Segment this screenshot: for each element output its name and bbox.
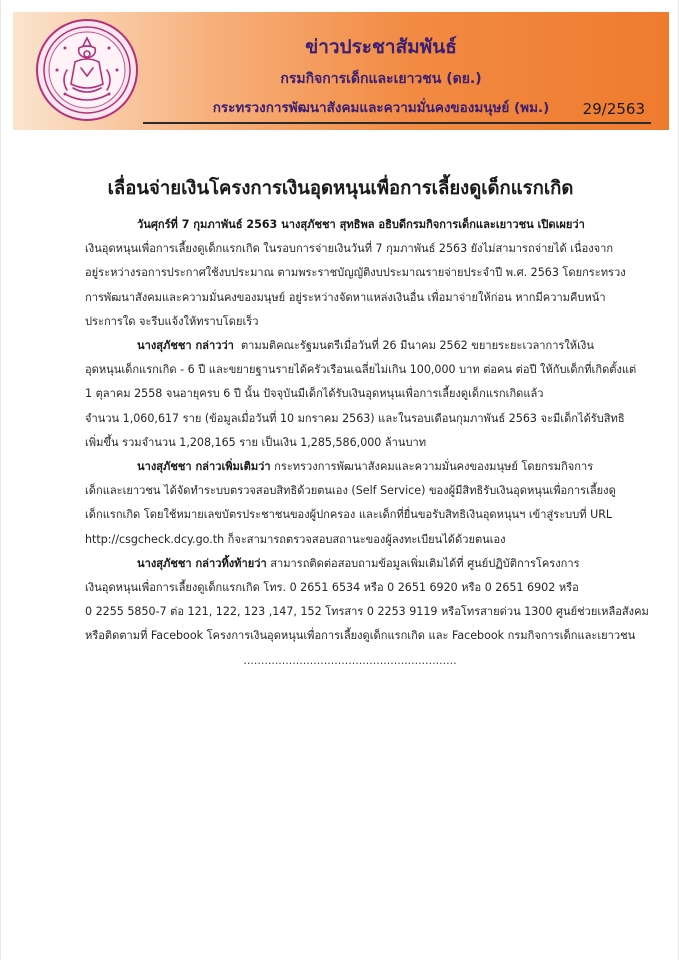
paragraph-line: เพิ่มขึ้น รวมจำนวน 1,208,165 ราย เป็นเงิน 1,285,586,000 ล้านบาท [85,435,427,449]
end-mark: ............................................................. [243,653,457,667]
headline: เลื่อนจ่ายเงินโครงการเงินอุดหนุนเพื่อการเลี้ยงดูเด็กแรกเกิด [107,178,574,199]
paragraph-4 [85,552,649,649]
paragraph-line: จำนวน 1,060,617 ราย (ข้อมูลเมื่อวันที่ 10 มกราคม 2563) และในรอบเดือนกุมภาพันธ์ 2563 จะมีเด็กได้รับสิทธิ [85,411,625,425]
header-banner [13,12,669,130]
paragraph-line: สามารถติดต่อสอบถามข้อมูลเพิ่มเติมได้ที่ ศูนย์ปฏิบัติการโครงการ [270,556,580,570]
paragraph-line: เงินอุดหนุนเพื่อการเลี้ยงดูเด็กแรกเกิด โทร. 0 2651 6534 หรือ 0 2651 6920 หรือ 0 2651 6902 หรือ [85,581,579,595]
article-body [85,213,649,673]
paragraph-line: เด็กและเยาวชน ได้จัดทำระบบตรวจสอบสิทธิด้วยตนเอง (Self Service) ของผู้มีสิทธิรับเงินอุดหนุนเพื่อการเลี้ยงดู [85,484,616,498]
document-number: 29/2563 [582,100,645,118]
header-divider [143,122,651,124]
header-department: กรมกิจการเด็กและเยาวชน (ดย.) [280,71,482,87]
paragraph-line: อยู่ระหว่างรอการประกาศใช้งบประมาณ ตามพระราชบัญญัติงบประมาณรายจ่ายประจำปี พ.ศ. 2563 โดยกระทรวง [85,266,626,280]
paragraph-lead: วันศุกร์ที่ 7 กุมภาพันธ์ 2563 นางสุภัชชา สุทธิพล อธิบดีกรมกิจการเด็กและเยาวชน เปิดเผยว่า [137,218,585,231]
header-ministry: กระทรวงการพัฒนาสังคมและความมั่นคงของมนุษย์ (พม.) [212,100,550,116]
paragraph-line: เงินอุดหนุนเพื่อการเลี้ยงดูเด็กแรกเกิด ในรอบการจ่ายเงินวันที่ 7 กุมภาพันธ์ 2563 ยังไม่สามารถจ่ายได้ เนื่องจาก [85,242,614,256]
paragraph-line: 1 ตุลาคม 2558 จนอายุครบ 6 ปี นั้น ปัจจุบันมีเด็กได้รับเงินอุดหนุนเพื่อการเลี้ยงดูเด็กแรกเกิดแล้ว [85,387,544,401]
paragraph-line: อุดหนุนเด็กแรกเกิด - 6 ปี และขยายฐานรายได้ครัวเรือนเฉลี่ยไม่เกิน 100,000 บาท ต่อคน ต่อปี ให้กับเด็กที่เกิดตั้งแต่ [85,363,637,377]
url-line: http://csgcheck.dcy.go.th ก็จะสามารถตรวจสอบสถานะของผู้ลงทะเบียนได้ด้วยตนเอง [85,532,506,546]
paragraph-line: ตามมติคณะรัฐมนตรีเมื่อวันที่ 26 มีนาคม 2562 ขยายระยะเวลาการให้เงิน [240,339,594,353]
paragraph-line: กระทรวงการพัฒนาสังคมและความมั่นคงของมนุษย์ โดยกรมกิจการ [274,460,594,474]
paragraph-line: เด็กแรกเกิด โดยใช้หมายเลขบัตรประชาชนของผู้ปกครอง และเด็กที่ยื่นขอรับสิทธิเงินอุดหนุนฯ เข้าสู่ระบบที่ URL [85,508,613,522]
paragraph-line: การพัฒนาสังคมและความมั่นคงของมนุษย์ อยู่ระหว่างจัดหาแหล่งเงินอื่น เพื่อมาจ่ายให้ก่อน หากมีความคืบหน้า [85,290,606,304]
paragraph-line: ประการใด จะรีบแจ้งให้ทราบโดยเร็ว [85,314,259,328]
paragraph-1 [85,213,626,334]
ministry-seal-icon [35,18,139,122]
paragraph-lead: นางสุภัชชา กล่าวทิ้งท้ายว่า [137,556,267,570]
header-title: ข่าวประชาสัมพันธ์ [305,36,457,58]
paragraph-lead: นางสุภัชชา กล่าวว่า [137,339,234,353]
paragraph-2 [85,334,637,455]
paragraph-lead: นางสุภัชชา กล่าวเพิ่มเติมว่า [137,460,271,474]
paragraph-line: หรือติดตามที่ Facebook โครงการเงินอุดหนุนเพื่อการเลี้ยงดูเด็กแรกเกิด และ Facebook กรมกิจการเด็กและเยาวชน [85,629,636,643]
paragraph-3 [85,455,615,552]
paragraph-line: 0 2255 5850-7 ต่อ 121, 122, 123 ,147, 152 โทรสาร 0 2253 9119 หรือโทรสายด่วน 1300 ศูนย์ช่วยเหลือสังคม [85,605,649,619]
